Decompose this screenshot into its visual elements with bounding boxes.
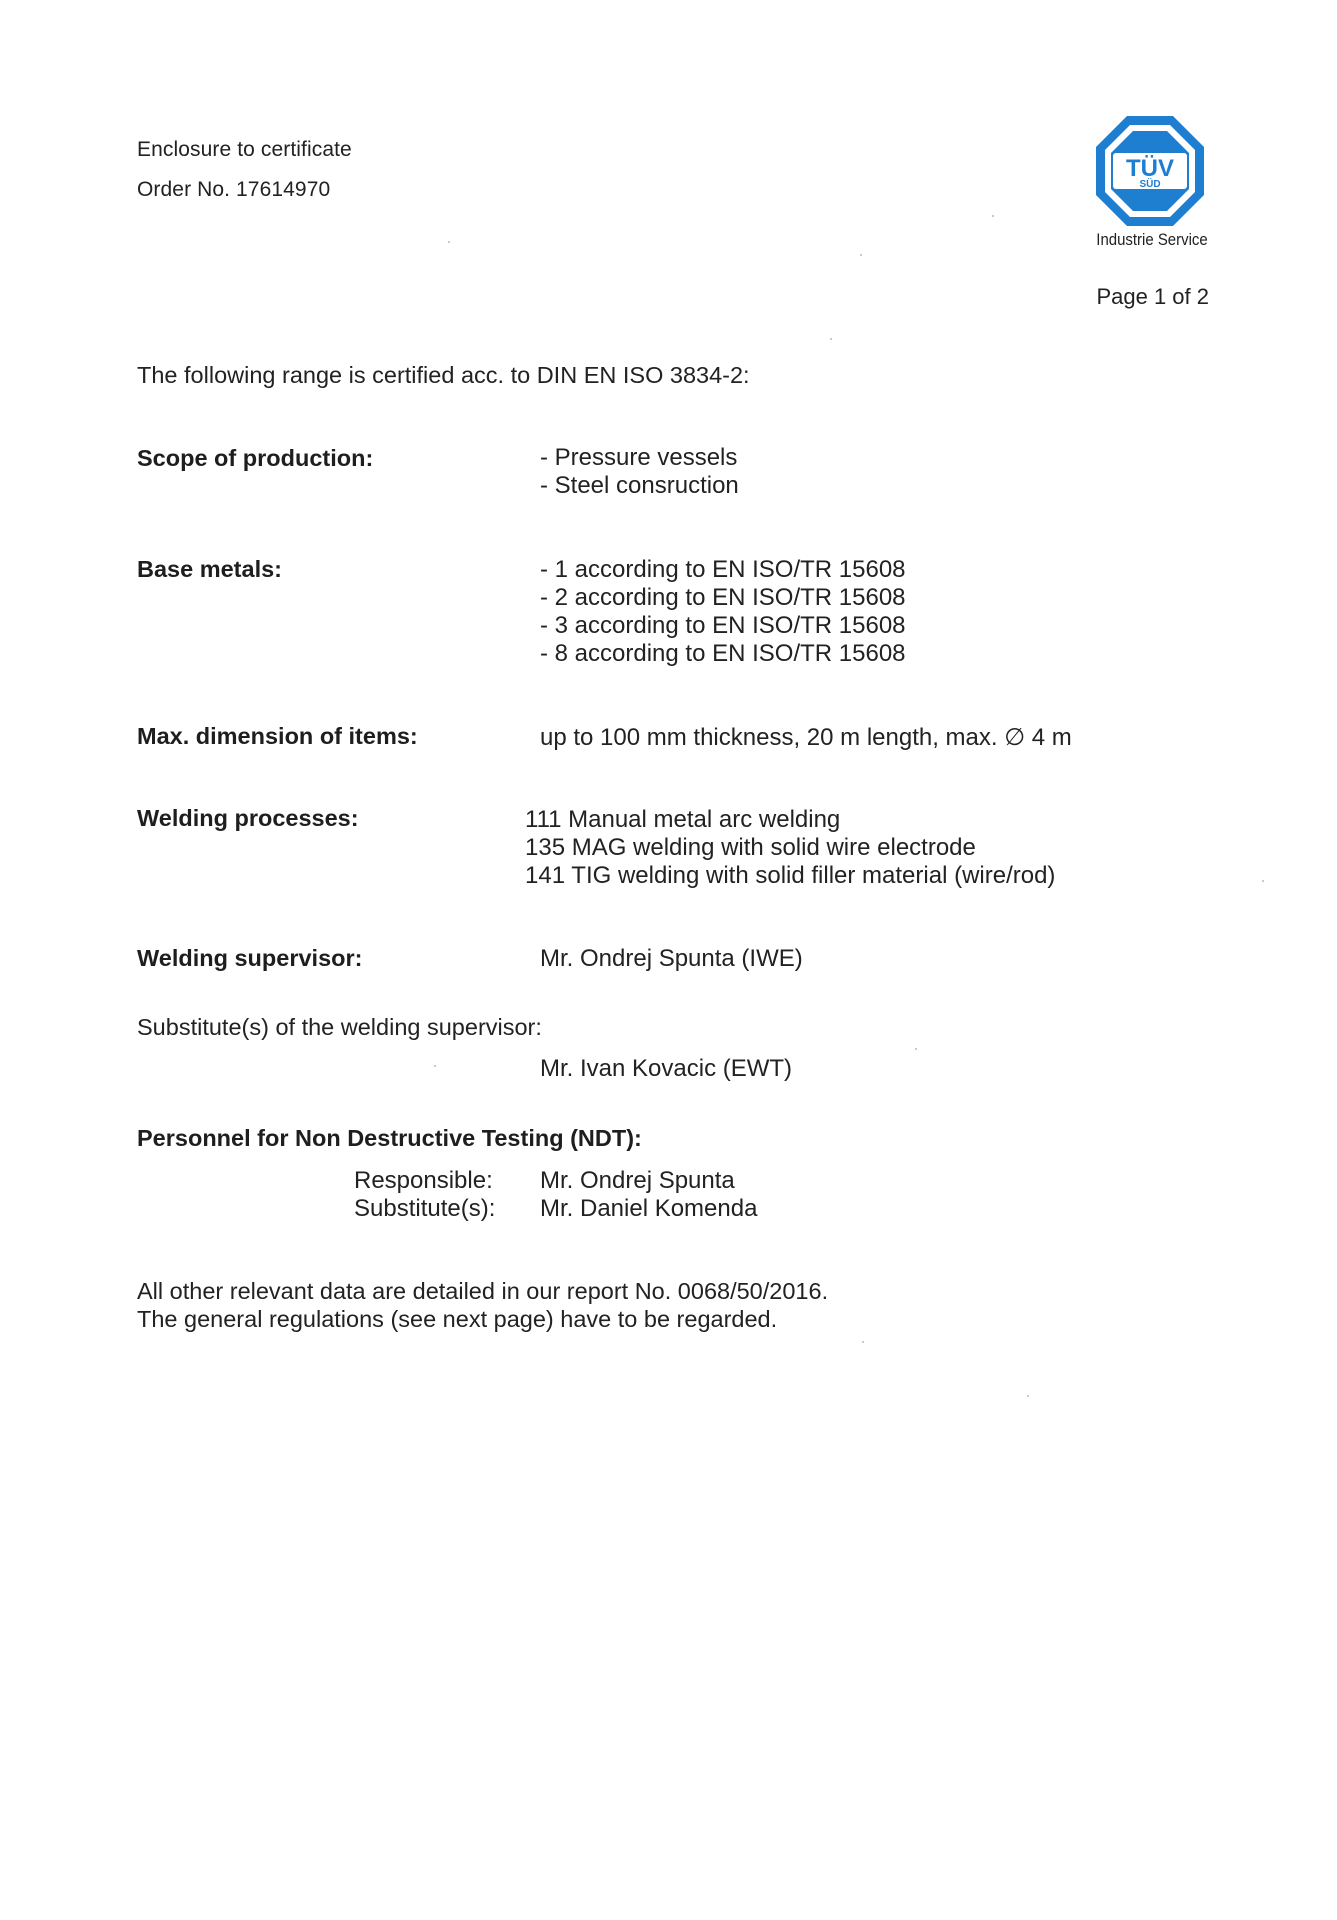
ndt-substitute-value: Mr. Daniel Komenda bbox=[540, 1195, 758, 1222]
order-number: Order No. 17614970 bbox=[137, 178, 331, 201]
base-metal-item: - 3 according to EN ISO/TR 15608 bbox=[540, 612, 906, 639]
max-dimension-label: Max. dimension of items: bbox=[137, 723, 418, 749]
ndt-substitute-label: Substitute(s): bbox=[354, 1195, 496, 1222]
tuv-octagon-icon bbox=[1094, 114, 1206, 228]
base-metals-label: Base metals: bbox=[137, 556, 282, 582]
max-dimension-value: up to 100 mm thickness, 20 m length, max. ∅ 4 m bbox=[540, 724, 1072, 751]
ndt-label: Personnel for Non Destructive Testing (NDT): bbox=[137, 1125, 642, 1151]
base-metal-item: - 1 according to EN ISO/TR 15608 bbox=[540, 556, 906, 583]
welding-supervisor-value: Mr. Ondrej Spunta (IWE) bbox=[540, 945, 803, 972]
regulations-note: The general regulations (see next page) have to be regarded. bbox=[137, 1306, 778, 1332]
base-metal-item: - 8 according to EN ISO/TR 15608 bbox=[540, 640, 906, 667]
welding-process-item: 111 Manual metal arc welding bbox=[525, 806, 841, 833]
welding-process-item: 141 TIG welding with solid filler material (wire/rod) bbox=[525, 862, 1056, 889]
tuv-sud-logo bbox=[1094, 114, 1206, 228]
scope-item: - Steel consruction bbox=[540, 472, 739, 499]
intro-statement: The following range is certified acc. to DIN EN ISO 3834-2: bbox=[137, 362, 750, 388]
svg-text:TÜV: TÜV bbox=[1126, 155, 1174, 182]
scope-label: Scope of production: bbox=[137, 445, 374, 471]
logo-caption: Industrie Service bbox=[1096, 230, 1208, 249]
ndt-responsible-label: Responsible: bbox=[354, 1167, 493, 1194]
page-number: Page 1 of 2 bbox=[1096, 284, 1209, 309]
substitutes-label: Substitute(s) of the welding supervisor: bbox=[137, 1014, 542, 1040]
base-metals-list bbox=[540, 556, 906, 668]
enclosure-label: Enclosure to certificate bbox=[137, 138, 352, 161]
welding-processes-list bbox=[525, 806, 1055, 890]
scope-item: - Pressure vessels bbox=[540, 444, 738, 471]
substitutes-value: Mr. Ivan Kovacic (EWT) bbox=[540, 1055, 793, 1082]
report-reference: All other relevant data are detailed in our report No. 0068/50/2016. bbox=[137, 1278, 829, 1304]
welding-supervisor-label: Welding supervisor: bbox=[137, 945, 363, 971]
welding-process-item: 135 MAG welding with solid wire electrode bbox=[525, 834, 976, 861]
welding-processes-label: Welding processes: bbox=[137, 805, 359, 831]
ndt-responsible-value: Mr. Ondrej Spunta bbox=[540, 1167, 735, 1194]
scope-list bbox=[540, 444, 739, 500]
svg-text:SÜD: SÜD bbox=[1139, 179, 1161, 190]
base-metal-item: - 2 according to EN ISO/TR 15608 bbox=[540, 584, 906, 611]
